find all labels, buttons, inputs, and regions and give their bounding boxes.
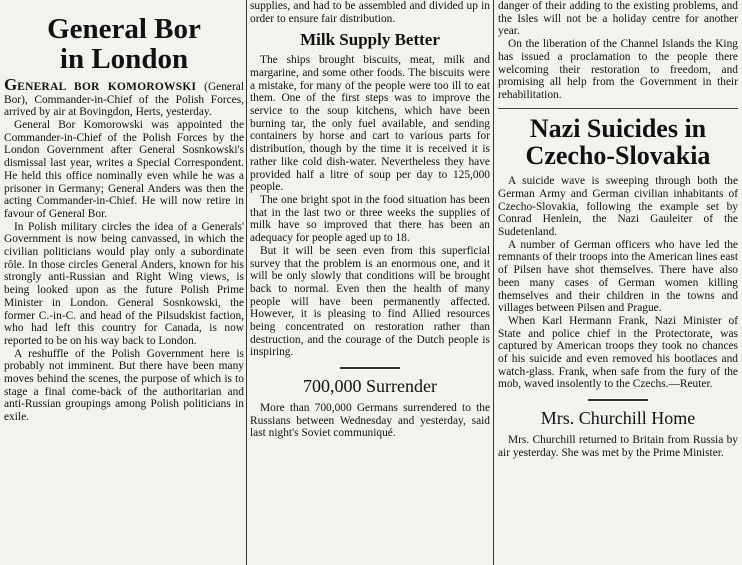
headline-line-2: Czecho-Slovakia: [525, 140, 711, 170]
headline-line-2: in London: [59, 43, 189, 76]
lead-paragraph: [4, 74, 244, 119]
paragraph: When Karl Hermann Frank, Nazi Minister of State and police chief in the Protectorate, was captured by American troops they took no chances of his suicide and even removed his bootlaces and watch-glass. Frank, when safe from the fury of the mob, waved insolently to the Czechs.—Reuter.: [498, 314, 738, 391]
separator: [588, 399, 648, 401]
separator: [498, 108, 738, 109]
column-milk-supply: [250, 0, 490, 565]
column-nazi-suicides: [498, 0, 738, 565]
headline-line-1: Nazi Suicides in: [529, 113, 707, 143]
headline-700000-surrender: 700,000 Surrender: [303, 376, 437, 397]
headline-line-1: General Bor: [47, 13, 201, 45]
column-rule-2: [493, 0, 494, 565]
lead-bold: ENERAL BOR KOMOROWSKI: [17, 80, 197, 93]
paragraph: The ships brought biscuits, meat, milk and margarine, and some other foods. The biscuits were a mistake, for many of the people were too ill to eat them. One of the first steps was to improve the service to the soup kitchens, which have been burning tar, the only fuel available, and sending containers by horse and cart to various parts for distribution, though by the time it is received it is rather like cold dish-water. Nevertheless they have provided half a litre of soup per day to 125,000 people.: [250, 54, 490, 194]
separator: [340, 367, 400, 369]
paragraph: General Bor Komorowski was appointed the Commander-in-Chief of the Polish Forces by the London Government after General Sosnkowski's dismissal last year, writes a Special Correspondent. He held this office nominally even while he was a prisoner in Germany; General Anders was then the acting Commander-in-Chief. He will now retire in favour of General Bor.: [4, 118, 244, 220]
drop-cap: G: [4, 74, 18, 94]
paragraph: On the liberation of the Channel Islands the King has issued a proclamation to the people there welcoming their restoration to freedom, and promising all help from the Government in their rehabilitation.: [498, 38, 738, 101]
headline-mrs-churchill: Mrs. Churchill Home: [540, 408, 696, 429]
paragraph: More than 700,000 Germans surrendered to the Russians between Wednesday and yesterday, said last night's Soviet communiqué.: [250, 402, 490, 440]
paragraph: A reshuffle of the Polish Government here is probably not imminent. But there have been many moves behind the scenes, the purpose of which is to stage a final come-back of the authoritarian and anti-Russian groupings among Polish politicians in exile.: [4, 347, 244, 424]
headline-general-bor: [4, 14, 244, 75]
continued-text: supplies, and had to be assembled and divided up in order to ensure fair distribution.: [250, 0, 490, 25]
paragraph: The one bright spot in the food situation has been that in the last two or three weeks the supplies of milk have so improved that there has been an adequacy for people aged up to 18.: [250, 193, 490, 245]
paragraph: But it will be seen even from this superficial survey that the problem is an enormous one, and it will be only slowly that conditions will be brought back to normal. Even then the health of many people will have been permanently affected. However, it is pleasing to find Allied resources being concentrated on restoration rather than destruction, and the courage of the Dutch people is inspiring.: [250, 244, 490, 359]
paragraph: In Polish military circles the idea of a Generals' Government is now being canvassed, in which the civilian politicians would play only a subordinate rôle. In those circles General Anders, known for his strongly anti-Russian and Right Wing views, is being looked upon as the future Polish Prime Minister in London. General Sosnkowski, the former C.-in-C. and head of the Pilsudskist faction, who had left this country for Canada, is now reported to be on his way back to London.: [4, 220, 244, 347]
column-rule-1: [246, 0, 247, 565]
continued-text: danger of their adding to the existing problems, and the Isles will not be a holiday centre for another year.: [498, 0, 738, 38]
column-general-bor: [4, 0, 244, 565]
paragraph: Mrs. Churchill returned to Britain from Russia by air yesterday. She was met by the Prime Minister.: [498, 434, 738, 459]
paragraph: A suicide wave is sweeping through both the German Army and German civilian inhabitants of Czecho-Slovakia, following the example set by Conrad Henlein, the Nazi Gauleiter of the Sudetenland.: [498, 175, 738, 239]
lead-rest: (General Bor), Commander-in-Chief of the Polish Forces, arrived by air at Bovingdon, Herts, yesterday.: [4, 80, 244, 119]
headline-nazi-suicides: [498, 115, 738, 170]
headline-milk-supply: Milk Supply Better: [300, 30, 440, 50]
paragraph: A number of German officers who have led the remnants of their troops into the American lines east of Pilsen have shot themselves. There have also been many cases of German women killing themselves and their children in the towns and villages between Pilsen and Prague.: [498, 238, 738, 315]
